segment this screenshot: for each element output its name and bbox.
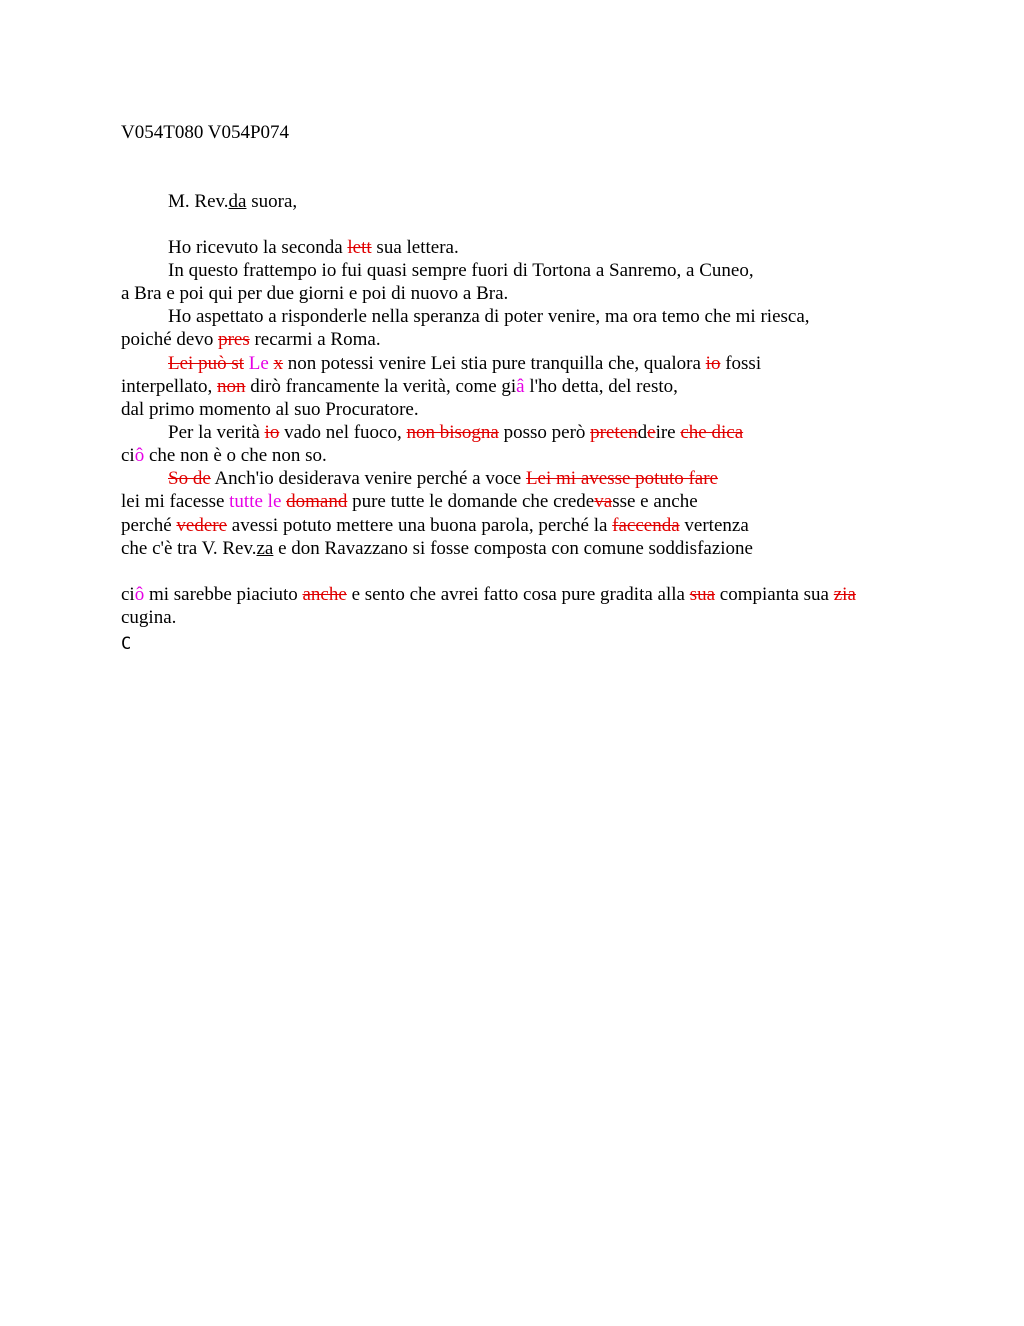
text-run: sua lettera.: [371, 237, 459, 258]
text-line: [121, 398, 419, 421]
text-run: In questo frattempo io fui quasi sempre fuori di Tortona a Sanremo, a Cuneo,: [168, 260, 754, 281]
text-line: [121, 606, 176, 629]
footer-mark: C: [121, 634, 132, 654]
text-run: l'ho detta, del resto,: [524, 376, 678, 397]
deleted-text: io: [705, 353, 721, 374]
text-line: [121, 490, 698, 513]
deleted-text: che dica: [680, 422, 744, 443]
text-run: Ho aspettato a risponderle nella speranza di poter venire, ma ora temo che mi riesca,: [168, 306, 810, 327]
text-run: che non è o che non so.: [144, 445, 327, 466]
text-run: ci: [121, 445, 135, 466]
text-line: [168, 421, 743, 444]
deleted-text: va: [594, 491, 613, 512]
deleted-text: zia: [833, 584, 856, 605]
text-run: Anch'io desiderava venire perché a voce: [210, 468, 526, 489]
text-run: vertenza: [679, 515, 749, 536]
deleted-text: non: [217, 376, 246, 397]
text-line: [121, 537, 753, 560]
salutation-prefix: M. Rev.: [168, 191, 229, 212]
text-line: [168, 352, 761, 375]
text-run: sse e anche: [612, 491, 698, 512]
text-line: [121, 514, 749, 537]
text-line: [168, 259, 754, 282]
text-run: interpellato,: [121, 376, 218, 397]
inserted-text: tutte le: [229, 491, 282, 512]
text-line: [168, 305, 810, 328]
text-run: d: [637, 422, 648, 443]
text-run: non potessi venire Lei stia pure tranquilla che, qualora: [283, 353, 706, 374]
text-run: perché: [121, 515, 177, 536]
text-run: ci: [121, 584, 135, 605]
deleted-text: pres: [218, 329, 250, 350]
inserted-text: ô: [134, 445, 145, 466]
text-run: dal primo momento al suo Procuratore.: [121, 399, 419, 420]
inserted-text: Le: [248, 353, 269, 374]
text-run: posso però: [498, 422, 591, 443]
text-line: [121, 328, 381, 351]
text-run: che c'è tra V. Rev.: [121, 538, 257, 559]
text-line: [121, 282, 508, 305]
inserted-text: â: [516, 376, 525, 397]
text-line: [121, 444, 327, 467]
text-run: a Bra e poi qui per due giorni e poi di nuovo a Bra.: [121, 283, 509, 304]
text-run: cugina.: [121, 607, 177, 628]
deleted-text: e: [647, 422, 656, 443]
text-run: pure tutte le domande che crede: [347, 491, 595, 512]
deleted-text: lett: [347, 237, 372, 258]
text-run: recarmi a Roma.: [249, 329, 381, 350]
salutation: [168, 190, 297, 213]
text-run: Ho ricevuto la seconda: [168, 237, 348, 258]
text-line: [168, 467, 718, 490]
deleted-text: So de: [168, 468, 211, 489]
underlined-text: za: [256, 538, 274, 559]
deleted-text: preten: [590, 422, 638, 443]
text-line: [168, 236, 459, 259]
text-line: [121, 583, 856, 606]
salutation-abbrev: da: [228, 191, 247, 212]
text-run: fossi: [720, 353, 762, 374]
document-header: V054T080 V054P074: [121, 122, 290, 143]
deleted-text: Lei mi avesse potuto fare: [525, 468, 718, 489]
inserted-text: ô: [134, 584, 145, 605]
text-run: compianta sua: [715, 584, 834, 605]
text-run: avessi potuto mettere una buona parola, perché la: [227, 515, 613, 536]
deleted-text: Lei può st: [168, 353, 244, 374]
text-run: e sento che avrei fatto cosa pure gradita alla: [346, 584, 690, 605]
deleted-text: sua: [689, 584, 716, 605]
text-run: lei mi facesse: [121, 491, 230, 512]
deleted-text: faccenda: [612, 515, 680, 536]
text-line: [121, 375, 678, 398]
deleted-text: anche: [302, 584, 347, 605]
deleted-text: x: [273, 353, 284, 374]
text-run: e don Ravazzano si fosse composta con comune soddisfazione: [273, 538, 753, 559]
text-run: Per la verità: [168, 422, 265, 443]
deleted-text: domand: [286, 491, 348, 512]
text-run: mi sarebbe piaciuto: [144, 584, 303, 605]
text-run: vado nel fuoco,: [279, 422, 407, 443]
text-run: ire: [655, 422, 681, 443]
text-run: poiché devo: [121, 329, 219, 350]
deleted-text: non bisogna: [406, 422, 499, 443]
deleted-text: vedere: [176, 515, 228, 536]
text-run: dirò francamente la verità, come gi: [245, 376, 517, 397]
salutation-suffix: suora,: [246, 191, 298, 212]
deleted-text: io: [264, 422, 280, 443]
